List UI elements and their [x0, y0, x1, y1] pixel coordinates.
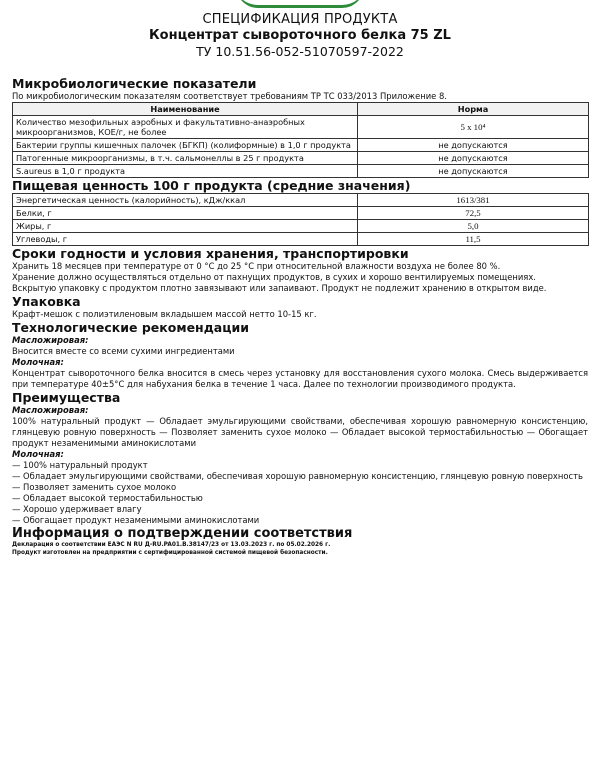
micro-row-norm: 5 x 10⁴ [358, 116, 589, 139]
logo-arc [236, 0, 364, 8]
table-row [13, 139, 589, 152]
nutrition-row-value: 5,0 [358, 220, 589, 233]
nutrition-heading: Пищевая ценность 100 г продукта (средние значения) [12, 178, 411, 193]
micro-table-header [13, 103, 589, 116]
list-item: — Обладает эмульгирующими свойствами, обеспечивая хорошую равномерную консистенцию, глянцевую ровную поверхность [12, 471, 583, 481]
nutrition-row-name: Энергетическая ценность (калорийность), кДж/ккал [13, 194, 358, 207]
micro-intro: По микробиологическим показателям соответствует требованиям ТР ТС 033/2013 Приложение 8. [12, 91, 447, 101]
advantages-heading: Преимущества [12, 390, 121, 405]
packaging-text: Крафт-мешок с полиэтиленовым вкладышем массой нетто 10-15 кг. [12, 309, 317, 319]
document-title: СПЕЦИФИКАЦИЯ ПРОДУКТА [202, 12, 398, 27]
storage-text-1: Хранить 18 месяцев при температуре от 0 °С до 25 °С при относительной влажности воздуха не более 80 %. [12, 261, 501, 271]
advantages-list [12, 460, 588, 526]
list-item: — Обладает высокой термостабильностью [12, 493, 203, 503]
nutrition-table [12, 193, 589, 246]
nutrition-row-name: Жиры, г [13, 220, 358, 233]
specification-page [12, 12, 588, 557]
conformity-note: Продукт изготовлен на предприятии с сертифицированной системой пищевой безопасности. [12, 550, 328, 556]
micro-heading: Микробиологические показатели [12, 76, 257, 91]
table-row [13, 220, 589, 233]
tech-dairy-text: Концентрат сывороточного белка вносится в смесь через установку для восстановления сухого молока. Смесь выдерживается при температуре 40±5°С для набухания белка в течение 1 часа. Далее по технологии производимого продукта. [12, 368, 588, 389]
table-row [13, 207, 589, 220]
storage-text-3: Вскрытую упаковку с продуктом плотно завязывают или запаивают. Продукт не подлежит хранению в открытом виде. [12, 283, 547, 293]
advantages-fat-text: 100% натуральный продукт — Обладает эмульгирующими свойствами, обеспечивая хорошую равномерную консистенцию, глянцевую ровную поверхность — Позволяет заменить сухое молоко — Обладает высокой термостабильностью — Обогащает продукт незаменимыми аминокислотами [12, 416, 588, 448]
conformity-heading: Информация о подтверждении соответствия [12, 526, 353, 541]
micro-row-norm: не допускаются [358, 165, 589, 178]
col-norm-header: Норма [358, 103, 589, 116]
micro-row-norm: не допускаются [358, 152, 589, 165]
list-item: — Хорошо удерживает влагу [12, 504, 142, 514]
document-header [12, 12, 588, 60]
col-name-header: Наименование [13, 103, 358, 116]
table-row [13, 152, 589, 165]
conformity-declaration: Декларация о соответствии ЕАЭС N RU Д-RU.PA01.B.38147/23 от 13.03.2023 г. по 05.02.2026 г. [12, 542, 331, 548]
micro-row-name: Патогенные микроорганизмы, в т.ч. сальмонеллы в 25 г продукта [13, 152, 358, 165]
nutrition-row-value: 11,5 [358, 233, 589, 246]
nutrition-row-value: 72,5 [358, 207, 589, 220]
nutrition-row-name: Углеводы, г [13, 233, 358, 246]
table-row [13, 233, 589, 246]
micro-row-name: Количество мезофильных аэробных и факультативно-анаэробных микроорганизмов, КОЕ/г, не более [13, 116, 358, 139]
micro-row-norm: не допускаются [358, 139, 589, 152]
tech-dairy-subheading: Молочная: [12, 357, 64, 367]
micro-row-name: Бактерии группы кишечных палочек (БГКП) (колиформные) в 1,0 г продукта [13, 139, 358, 152]
micro-table [12, 102, 589, 178]
table-row [13, 194, 589, 207]
storage-text-2: Хранение должно осуществляться отдельно от пахнущих продуктов, в сухих и хорошо вентилируемых помещениях. [12, 272, 536, 282]
table-row [13, 165, 589, 178]
advantages-dairy-subheading: Молочная: [12, 449, 64, 459]
tech-fat-subheading: Масложировая: [12, 335, 89, 345]
list-item: — Обогащает продукт незаменимыми аминокислотами [12, 515, 260, 525]
nutrition-row-name: Белки, г [13, 207, 358, 220]
packaging-heading: Упаковка [12, 294, 81, 309]
advantages-fat-subheading: Масложировая: [12, 405, 89, 415]
list-item: — 100% натуральный продукт [12, 460, 148, 470]
table-row [13, 116, 589, 139]
nutrition-row-value: 1613/381 [358, 194, 589, 207]
tu-number: ТУ 10.51.56-052-51070597-2022 [196, 44, 404, 59]
product-name: Концентрат сывороточного белка 75 ZL [149, 28, 451, 43]
tech-fat-text: Вносится вместе со всеми сухими ингредиентами [12, 346, 235, 356]
list-item: — Позволяет заменить сухое молоко [12, 482, 177, 492]
tech-heading: Технологические рекомендации [12, 320, 250, 335]
micro-row-name: S.aureus в 1,0 г продукта [13, 165, 358, 178]
storage-heading: Сроки годности и условия хранения, транспортировки [12, 246, 409, 261]
